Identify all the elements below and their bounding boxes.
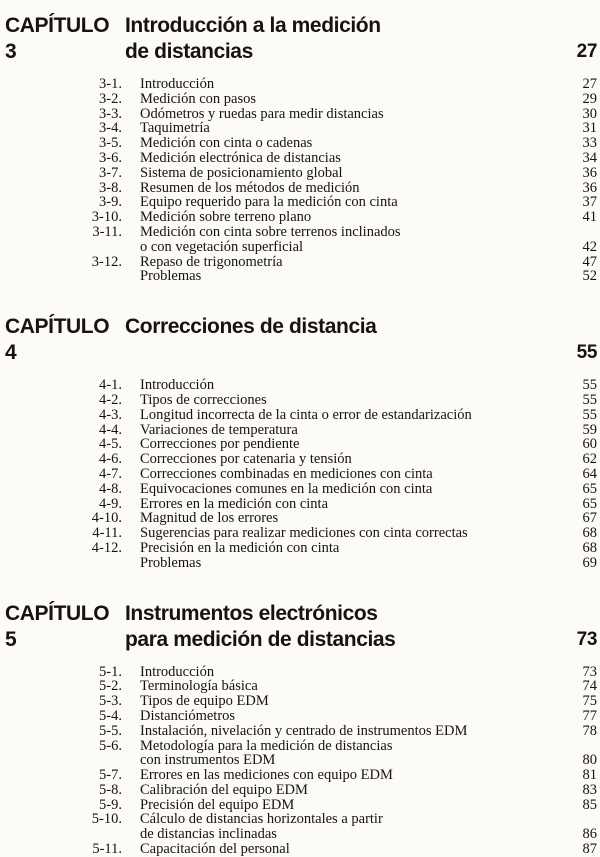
chapter-heading (5, 13, 597, 65)
item-page-number: 85 (582, 796, 597, 813)
item-number: 3-7. (99, 164, 122, 181)
item-title (122, 783, 563, 798)
item-title (122, 842, 563, 857)
item-title (122, 694, 563, 709)
item-title-line: Odómetros y ruedas para medir distancias (140, 105, 384, 122)
item-title (122, 812, 563, 842)
item-title (122, 151, 563, 166)
item-title-line: Tipos de correcciones (140, 391, 267, 408)
item-title (122, 393, 563, 408)
toc-entry (5, 166, 597, 181)
item-page-number: 68 (582, 539, 597, 556)
item-page-number: 74 (582, 678, 597, 695)
toc-entry (5, 467, 597, 482)
item-page-number: 33 (582, 135, 597, 152)
item-page-number: 78 (582, 722, 597, 739)
item-page-number: 67 (582, 510, 597, 527)
toc-entry (5, 393, 597, 408)
item-title (122, 166, 563, 181)
item-title-line: Capacitación del personal (140, 841, 290, 857)
item-number: 3-6. (99, 149, 122, 166)
item-title (122, 768, 563, 783)
item-title-line: Distanciómetros (140, 707, 236, 724)
toc-entry (5, 136, 597, 151)
item-title-line: Precisión en la medición con cinta (140, 539, 340, 556)
item-title-line: Precisión del equipo EDM (140, 796, 295, 813)
item-title (122, 121, 563, 136)
item-title (122, 497, 563, 512)
chapter-label: CAPÍTULO 5 (5, 601, 110, 651)
chapter-title-line: Introducción a la medición (125, 14, 381, 37)
item-number: 4-2. (99, 391, 122, 408)
toc-entry (5, 724, 597, 739)
chapter-section (5, 13, 597, 284)
item-number: 4-4. (99, 421, 122, 438)
item-page-number: 42 (582, 238, 597, 255)
item-title (122, 195, 563, 210)
toc-entry (5, 497, 597, 512)
item-page-number: 31 (582, 120, 597, 137)
toc-entry (5, 679, 597, 694)
item-title (122, 526, 563, 541)
item-page-number: 34 (582, 149, 597, 166)
item-title-line: Calibración del equipo EDM (140, 781, 308, 798)
item-page-number: 55 (582, 377, 597, 394)
toc-entry (5, 482, 597, 497)
item-page-number: 69 (582, 554, 597, 571)
item-title-line: Tipos de equipo EDM (140, 693, 269, 710)
chapter-section (5, 314, 597, 570)
item-number: 5-10. (91, 811, 122, 828)
item-number: 5-9. (99, 796, 122, 813)
item-title-line: Problemas (140, 554, 202, 571)
toc-entry (5, 181, 597, 196)
item-title-line: Longitud incorrecta de la cinta o error de estandarización (140, 406, 472, 423)
toc-entry (5, 511, 597, 526)
item-title (122, 269, 563, 284)
item-number: 4-6. (99, 451, 122, 468)
toc-entry (5, 378, 597, 393)
toc-entry (5, 556, 597, 571)
chapter-section (5, 601, 597, 857)
item-title-line: Errores en las mediciones con equipo EDM (140, 767, 393, 784)
chapter-heading (5, 314, 597, 366)
item-page-number: 77 (582, 707, 597, 724)
item-page-number: 55 (582, 391, 597, 408)
item-title-line: Magnitud de los errores (140, 510, 279, 527)
item-number: 3-9. (99, 194, 122, 211)
item-title-line: Taquimetría (140, 120, 210, 137)
item-title (122, 437, 563, 452)
chapter-title (125, 601, 567, 653)
item-title (122, 482, 563, 497)
toc-entry (5, 739, 597, 769)
item-number: 5-3. (99, 693, 122, 710)
item-title (122, 724, 563, 739)
toc-entry (5, 408, 597, 423)
item-title-line: Medición con pasos (140, 90, 256, 107)
chapter-title-line: para medición de distancias (125, 627, 396, 651)
toc-entry (5, 709, 597, 724)
item-title-line: Terminología básica (140, 678, 258, 695)
chapter-title (125, 314, 567, 340)
toc-entry (5, 210, 597, 225)
item-title-line: Instalación, nivelación y centrado de instrumentos EDM (140, 722, 468, 739)
item-title (122, 423, 563, 438)
item-title (122, 77, 563, 92)
item-number: 4-1. (99, 377, 122, 394)
item-title (122, 798, 563, 813)
item-title (122, 709, 563, 724)
item-title (122, 92, 563, 107)
item-number: 3-4. (99, 120, 122, 137)
chapter-page-number: 27 (576, 41, 597, 62)
toc-entry (5, 423, 597, 438)
item-number: 4-9. (99, 495, 122, 512)
toc-entry (5, 526, 597, 541)
item-title (122, 408, 563, 423)
chapter-items (5, 77, 597, 284)
toc-entry (5, 768, 597, 783)
item-title-line: Problemas (140, 268, 202, 285)
item-title-line: Repaso de trigonometría (140, 253, 283, 270)
item-page-number: 81 (582, 767, 597, 784)
item-title (122, 556, 563, 571)
chapter-title (125, 13, 567, 65)
chapter-label: CAPÍTULO 4 (5, 315, 110, 365)
item-number: 3-12. (91, 253, 122, 270)
toc-entry (5, 798, 597, 813)
item-title (122, 181, 563, 196)
chapter-items (5, 665, 597, 857)
item-title-line: Medición sobre terreno plano (140, 209, 312, 226)
item-title (122, 739, 563, 769)
item-title (122, 225, 563, 255)
item-page-number: 65 (582, 495, 597, 512)
item-title-line: Introducción (140, 377, 215, 394)
item-title (122, 378, 563, 393)
toc-entry (5, 269, 597, 284)
item-number: 5-8. (99, 781, 122, 798)
item-title-line: Correcciones combinadas en mediciones con cinta (140, 465, 433, 482)
chapter-title-line: Instrumentos electrónicos (125, 601, 378, 625)
item-page-number: 80 (582, 752, 597, 769)
item-number: 4-12. (91, 539, 122, 556)
item-number: 4-5. (99, 436, 122, 453)
item-page-number: 83 (582, 781, 597, 798)
item-title-line: Correcciones por catenaria y tensión (140, 451, 352, 468)
item-title-line: Introducción (140, 76, 215, 92)
item-page-number: 27 (582, 76, 597, 92)
toc-entry (5, 665, 597, 680)
toc-entry (5, 452, 597, 467)
item-title-line: Medición con cinta o cadenas (140, 135, 313, 152)
toc-entry (5, 437, 597, 452)
toc-entry (5, 783, 597, 798)
item-title-line: Equivocaciones comunes en la medición con cinta (140, 480, 433, 497)
item-page-number: 41 (582, 209, 597, 226)
item-page-number: 30 (582, 105, 597, 122)
item-page-number: 52 (582, 268, 597, 285)
item-title (122, 679, 563, 694)
item-number: 4-11. (92, 525, 122, 542)
item-number: 3-10. (91, 209, 122, 226)
item-page-number: 73 (582, 663, 597, 680)
item-title (122, 107, 563, 122)
item-page-number: 68 (582, 525, 597, 542)
item-number: 4-8. (99, 480, 122, 497)
item-number: 5-4. (99, 707, 122, 724)
item-page-number: 55 (582, 406, 597, 423)
item-page-number: 47 (582, 253, 597, 270)
chapter-items (5, 378, 597, 570)
item-title-line: Sugerencias para realizar mediciones con cinta correctas (140, 525, 468, 542)
item-title-line: Variaciones de temperatura (140, 421, 298, 438)
item-number: 5-6. (99, 737, 122, 754)
item-number: 4-10. (91, 510, 122, 527)
item-number: 5-11. (92, 841, 122, 857)
toc-entry (5, 842, 597, 857)
item-title (122, 467, 563, 482)
item-title-line: Medición con cinta sobre terrenos inclinados (140, 223, 401, 240)
item-number: 4-7. (99, 465, 122, 482)
toc-entry (5, 812, 597, 842)
item-number: 3-2. (99, 90, 122, 107)
item-title (122, 511, 563, 526)
item-title-line: Medición electrónica de distancias (140, 149, 341, 166)
toc-entry (5, 151, 597, 166)
toc-entry (5, 255, 597, 270)
item-title (122, 452, 563, 467)
item-number: 5-5. (99, 722, 122, 739)
item-title-line: Metodología para la medición de distancias (140, 737, 393, 754)
toc-entry (5, 694, 597, 709)
item-number: 3-11. (92, 223, 122, 240)
item-title (122, 136, 563, 151)
item-title (122, 255, 563, 270)
chapter-page-number: 55 (576, 342, 597, 364)
toc-entry (5, 541, 597, 556)
item-title-line: Cálculo de distancias horizontales a partir (140, 811, 383, 828)
chapter-title-line: Correcciones de distancia (125, 315, 377, 339)
item-number: 3-8. (99, 179, 122, 196)
item-title-line: o con vegetación superficial (140, 238, 304, 255)
toc-entry (5, 107, 597, 122)
toc-entry (5, 195, 597, 210)
item-title-line: Correcciones por pendiente (140, 436, 300, 453)
chapter-label: CAPÍTULO 3 (5, 14, 110, 63)
item-page-number: 87 (582, 841, 597, 857)
toc-entry (5, 121, 597, 136)
item-number: 5-7. (99, 767, 122, 784)
chapter-page-number: 73 (576, 628, 597, 650)
item-page-number: 36 (582, 164, 597, 181)
item-number: 3-3. (99, 105, 122, 122)
chapter-title-line: de distancias (125, 40, 253, 63)
item-page-number: 36 (582, 179, 597, 196)
item-title-line: de distancias inclinadas (140, 826, 277, 843)
item-number: 5-1. (99, 663, 122, 680)
item-title-line: con instrumentos EDM (140, 752, 276, 769)
item-title-line: Errores en la medición con cinta (140, 495, 329, 512)
chapter-heading (5, 601, 597, 653)
item-page-number: 65 (582, 480, 597, 497)
item-page-number: 29 (582, 90, 597, 107)
item-title-line: Equipo requerido para la medición con cinta (140, 194, 398, 211)
item-number: 4-3. (99, 406, 122, 423)
item-number: 3-5. (99, 135, 122, 152)
item-page-number: 60 (582, 436, 597, 453)
item-page-number: 86 (582, 826, 597, 843)
item-number: 5-2. (99, 678, 122, 695)
toc-entry (5, 225, 597, 255)
toc-entry (5, 77, 597, 92)
item-title (122, 210, 563, 225)
item-page-number: 37 (582, 194, 597, 211)
item-page-number: 59 (582, 421, 597, 438)
item-page-number: 75 (582, 693, 597, 710)
item-number: 3-1. (99, 76, 122, 92)
item-title-line: Resumen de los métodos de medición (140, 179, 360, 196)
item-title-line: Introducción (140, 663, 215, 680)
item-page-number: 62 (582, 451, 597, 468)
item-title (122, 541, 563, 556)
item-page-number: 64 (582, 465, 597, 482)
toc-entry (5, 92, 597, 107)
item-title-line: Sistema de posicionamiento global (140, 164, 343, 181)
item-title (122, 665, 563, 680)
